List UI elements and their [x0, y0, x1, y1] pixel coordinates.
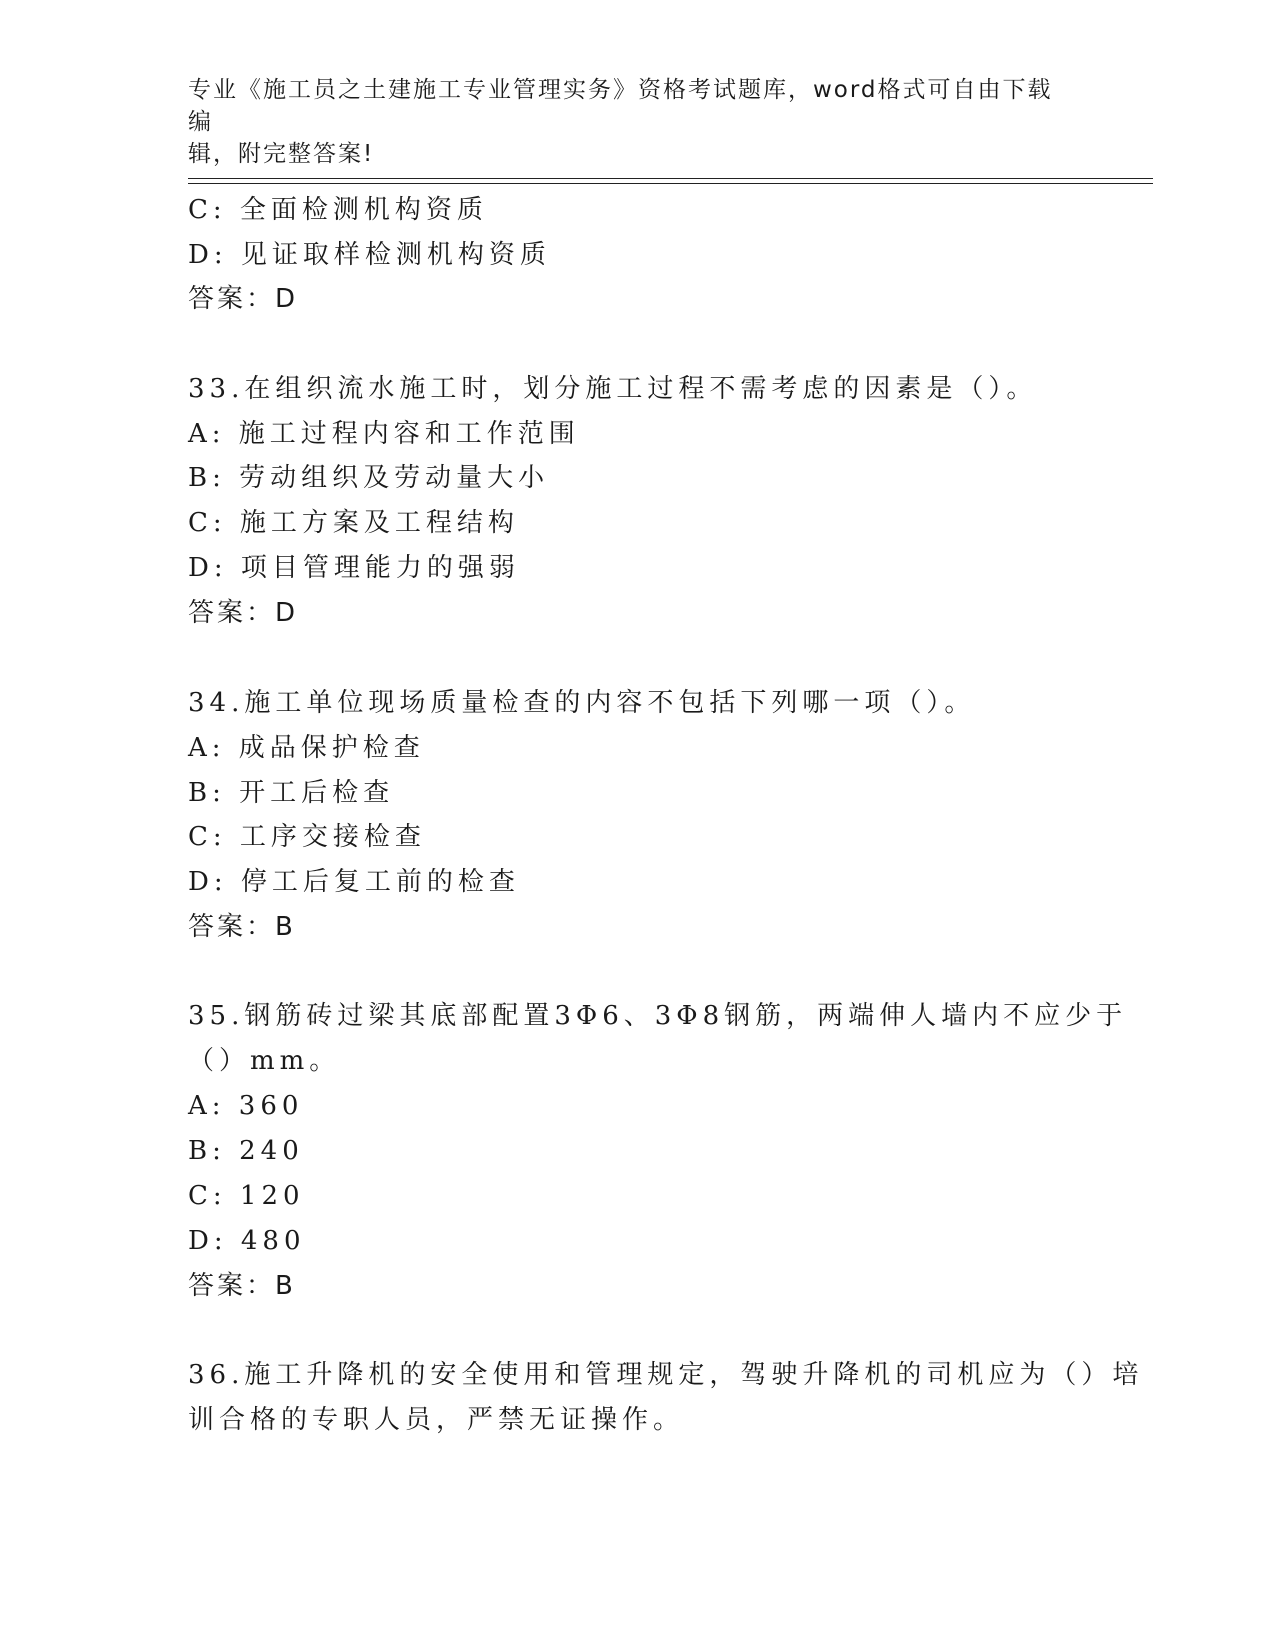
header-line-2: 辑，附完整答案!: [188, 141, 375, 167]
option-line: B: 开工后检查: [188, 778, 395, 808]
option-line: B: 240: [188, 1136, 304, 1166]
question-line: 35.钢筋砖过梁其底部配置3Φ6、3Φ8钢筋，两端伸人墙内不应少于: [188, 1001, 1128, 1031]
option-line: B: 劳动组织及劳动量大小: [188, 463, 550, 493]
header-divider-top: [188, 178, 1153, 179]
option-line: C: 全面检测机构资质: [188, 195, 488, 225]
question-line: （）mm。: [188, 1046, 341, 1076]
answer-line: 答案：B: [188, 912, 296, 942]
header-line-1: 专业《施工员之土建施工专业管理实务》资格考试题库，word格式可自由下载编: [188, 77, 1053, 135]
option-line: C: 工序交接检查: [188, 822, 426, 852]
question-line: 34.施工单位现场质量检查的内容不包括下列哪一项（）。: [188, 688, 976, 718]
document-header: [188, 74, 1068, 170]
option-line: C: 施工方案及工程结构: [188, 508, 519, 538]
option-line: D: 停工后复工前的检查: [188, 867, 520, 897]
answer-line: 答案：B: [188, 1271, 296, 1301]
answer-line: 答案：D: [188, 284, 299, 314]
option-line: A: 成品保护检查: [188, 733, 425, 763]
option-line: D: 见证取样检测机构资质: [188, 240, 551, 270]
option-line: A: 施工过程内容和工作范围: [188, 419, 580, 449]
question-line: 36.施工升降机的安全使用和管理规定，驾驶升降机的司机应为（）培: [188, 1360, 1144, 1390]
option-line: A: 360: [188, 1091, 304, 1121]
question-line: 训合格的专职人员，严禁无证操作。: [188, 1405, 685, 1435]
header-divider-bottom: [188, 183, 1153, 184]
option-line: D: 480: [188, 1226, 306, 1256]
question-line: 33.在组织流水施工时，划分施工过程不需考虑的因素是（）。: [188, 374, 1038, 404]
option-line: C: 120: [188, 1181, 305, 1211]
option-line: D: 项目管理能力的强弱: [188, 553, 520, 583]
answer-line: 答案：D: [188, 598, 299, 628]
